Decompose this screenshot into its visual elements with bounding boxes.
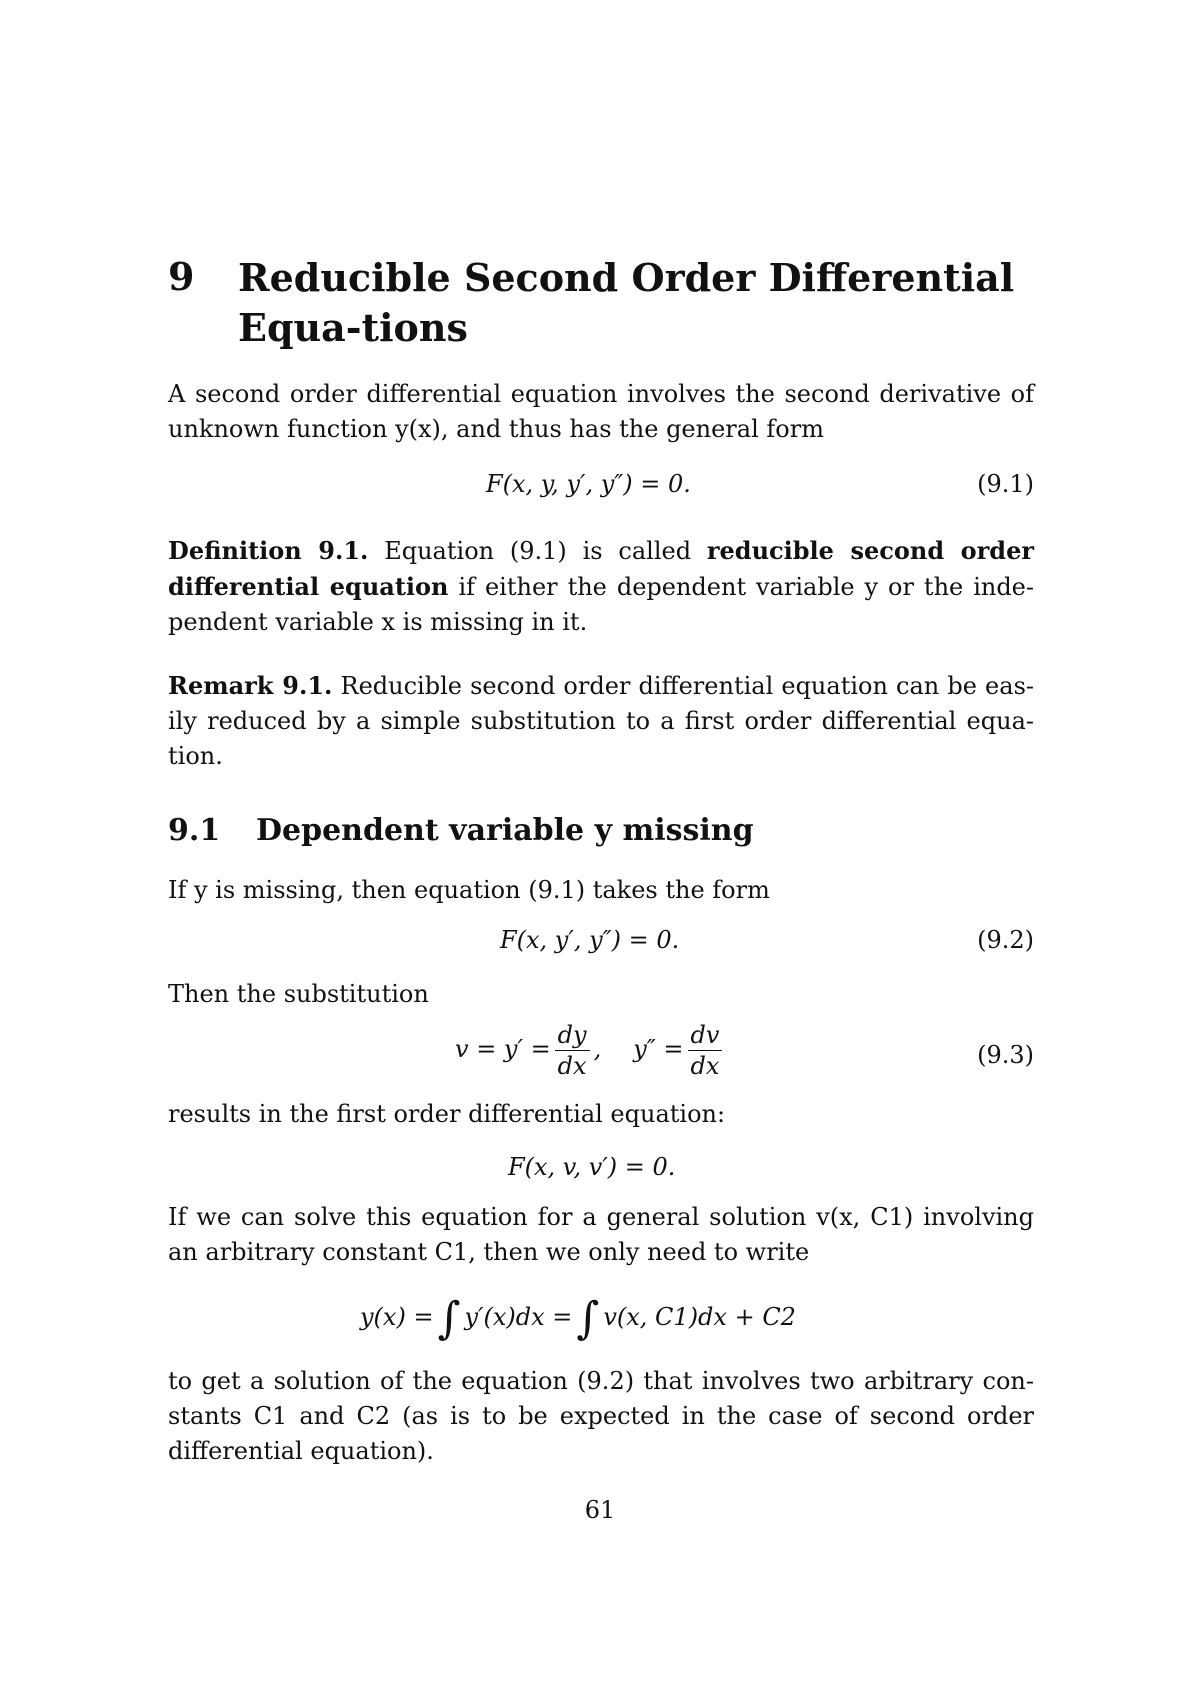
equation-9-2: F(x, y′, y″) = 0. [500,926,680,954]
intro-line-2: unknown function y(x), and thus has the general form [168,415,824,443]
section-intro: If y is missing, then equation (9.1) takes the form [168,876,770,904]
intro-line-1: A second order differential equation involves the second derivative of [168,380,1034,408]
remark-heading: Remark 9.1. [168,671,333,700]
solve-line-1: If we can solve this equation for a general solution v(x, C1) involving [168,1203,1034,1231]
final-paragraph: to get a solution of the equation (9.2) that involves two arbitrary con-stants C1 and C2 (as is to be expected in the case of second order differential equation). [168,1367,1034,1465]
definition-heading: Definition 9.1. [168,536,369,565]
substitution-intro: Then the substitution [168,980,429,1008]
chapter-number: 9 [168,254,195,299]
chapter-title: Reducible Second Order Differential Equa-tions [238,255,1015,350]
section-number: 9.1 [168,813,221,848]
fraction-dy-dx-numerator: dy [555,1020,590,1051]
remark-text: Reducible second order differential equation can be eas-ily reduced by a simple substitution to a first order differential equa-tion. [168,672,1034,770]
equation-9-1: F(x, y, y′, y″) = 0. [486,470,691,498]
solve-paragraph [168,1200,1034,1270]
intro-paragraph [168,377,1034,447]
fraction-dy-dx [555,1020,590,1081]
integral-sign-1: ∫ [437,1293,461,1344]
integral-term-1: y′(x)dx = [464,1303,573,1331]
equation-9-3-label: (9.3) [977,1041,1034,1069]
equation-9-3-mid: y″ = [633,1035,684,1063]
equation-reduced: F(x, v, v′) = 0. [508,1153,676,1181]
equation-9-3 [455,1020,726,1081]
integral-sign-2: ∫ [576,1293,600,1344]
integral-equation [360,1293,796,1344]
definition-text-b: if either the dependent variable y or the inde-pendent variable x is missing in it. [168,573,1034,636]
section-title: Dependent variable y missing [256,813,754,848]
remark-block [168,668,1034,774]
fraction-dv-dx [688,1020,723,1081]
integral-lhs: y(x) = [360,1303,434,1331]
equation-9-2-label: (9.2) [977,926,1034,954]
integral-term-2: v(x, C1)dx + C2 [603,1303,796,1331]
fraction-dv-dx-denominator: dx [690,1052,720,1080]
fraction-dy-dx-denominator: dx [557,1052,587,1080]
definition-term: reducible second order differential equation [168,536,1034,601]
definition-text-a: Equation (9.1) is called [384,537,692,565]
definition-block [168,533,1034,640]
equation-9-1-label: (9.1) [977,470,1034,498]
solve-line-2: an arbitrary constant C1, then we only need to write [168,1238,810,1266]
page-number: 61 [584,1496,616,1524]
equation-9-3-separator: , [593,1035,602,1063]
equation-9-3-lhs: v = y′ = [455,1035,551,1063]
fraction-dv-dx-numerator: dv [688,1020,723,1051]
results-intro: results in the first order differential equation: [168,1100,726,1128]
